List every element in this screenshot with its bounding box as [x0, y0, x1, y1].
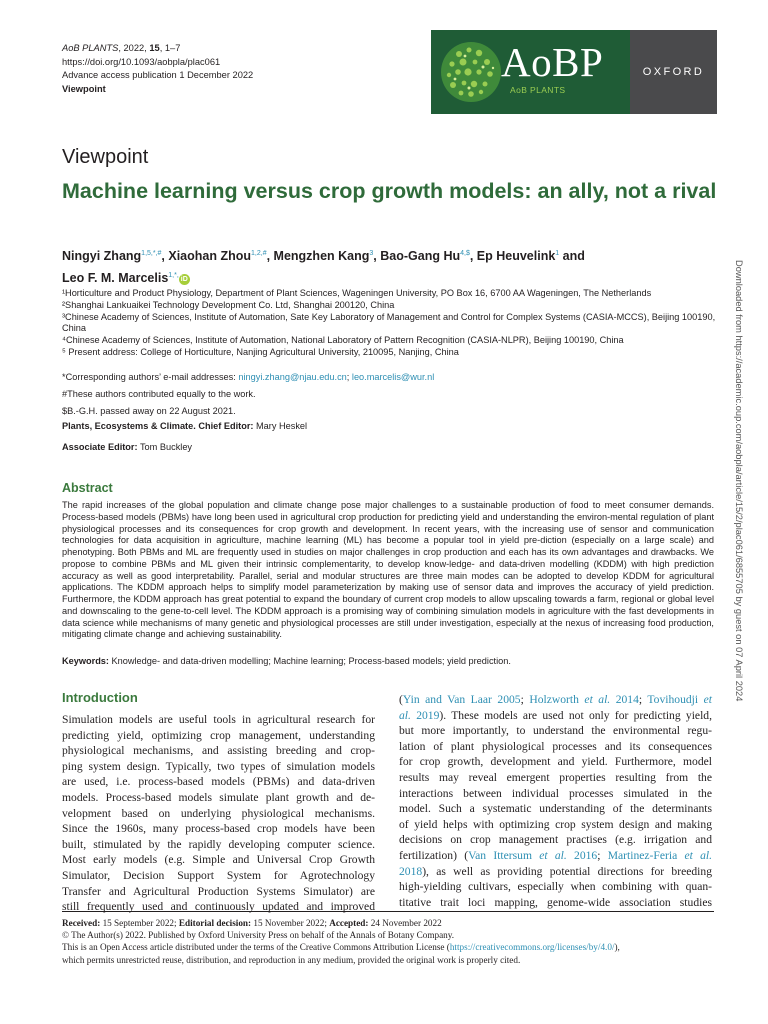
body-line: still frequently used and continuously updated and improved [62, 900, 375, 914]
chief-editor: Plants, Ecosystems & Climate. Chief Editor: Mary Heskel [62, 421, 308, 431]
author-affil-sup[interactable]: 1,5,*,# [141, 250, 162, 257]
footer-divider [62, 911, 714, 912]
advance-access: Advance access publication 1 December 2022 [62, 70, 254, 80]
email-link[interactable]: ningyi.zhang@njau.edu.cn [238, 372, 347, 382]
affiliation: ⁴Chinese Academy of Sciences, Institute of Automation, National Laboratory of Pattern Recognition (CASIA-NLPR), Beijing 100190, China [62, 335, 624, 346]
doi-link[interactable]: https://doi.org/10.1093/aobpla/plac061 [62, 56, 221, 67]
journal-meta [62, 42, 362, 96]
body-line: Simulator, Decision Support System for Agrotechnology [62, 868, 375, 882]
author-name[interactable]: Ningyi Zhang [62, 249, 142, 264]
body-line: Most early models (e.g. Simple and Universal Crop Growth [62, 853, 375, 867]
article-title: Machine learning versus crop growth models: an ally, not a rival [62, 179, 717, 203]
author-affil-sup[interactable]: 3 [369, 250, 374, 257]
body-line: results may reveal emergent properties resulting from the [399, 770, 712, 784]
license-line: This is an Open Access article distributed under the terms of the Creative Commons Attribution License (https://creativecommons.org/licenses/by/4.0/), [62, 942, 620, 953]
author-affil-sup[interactable]: 1,2,# [251, 250, 267, 257]
body-line: are used, i.e. process-based models (PBMs) and data-driven [62, 775, 375, 789]
affiliations [62, 288, 722, 359]
body-line: physiological mechanisms, and assisting breeding and crop- [62, 744, 375, 758]
associate-editor: Associate Editor: Tom Buckley [62, 441, 193, 452]
citation-link[interactable]: Holzworth et al. 2014 [529, 693, 639, 706]
dates-line: Received: 15 September 2022; Editorial decision: 15 November 2022; Accepted: 24 November 2022 [62, 918, 442, 928]
download-note: Downloaded from https://academic.oup.com/aobpla/article/15/2/plac061/6855705 by guest on 07 April 2024 [734, 260, 744, 702]
section-label: Viewpoint [62, 83, 106, 94]
oxford-logo[interactable]: OXFORD [630, 30, 717, 114]
license-line-2: which permits unrestricted reuse, distribution, and reproduction in any medium, provided the original work is properly cited. [62, 954, 521, 965]
citation-link[interactable]: Tovihoudji et [647, 693, 712, 706]
body-line: models. Process-based models simulate plant growth and de- [62, 790, 375, 804]
body-line: model. Such a systematic understanding of the determinants [399, 802, 712, 816]
body-line: al. 2019). These models are used not only for predicting yield, [399, 708, 712, 722]
orcid-icon[interactable]: iD [180, 276, 188, 284]
citation-link[interactable]: al. 2019 [399, 708, 440, 722]
citation-link[interactable]: Yin and Van Laar 2005 [402, 693, 521, 706]
body-line: velopment based on underlying physiological mechanisms. [62, 806, 375, 820]
body-line: Transfer and Agricultural Production Systems Simulator) are [62, 884, 375, 898]
body-line: Since the 1960s, many process-based crop models have been [62, 822, 375, 836]
author-affil-sup[interactable]: 1 [555, 250, 560, 257]
article-type: Viewpoint [62, 146, 149, 168]
corresponding-note: *Corresponding authors’ e-mail addresses: ningyi.zhang@njau.edu.cn; leo.marcelis@wur.nl [62, 372, 435, 382]
body-line: fertilization) (Van Ittersum et al. 2016; Martinez-Feria et al. [399, 848, 713, 862]
deceased-note: $B.-G.H. passed away on 22 August 2021. [62, 405, 236, 416]
footer [62, 917, 722, 966]
aobp-logo[interactable] [431, 30, 630, 114]
affiliation: ⁵ Present address: College of Horticulture, Nanjing Agricultural University, 210095, Nanjing, China [62, 346, 459, 357]
keywords: Keywords: Knowledge- and data-driven modelling; Machine learning; Process-based models; yield prediction. [62, 656, 511, 666]
body-line: built, stimulated by the rapidly developing computer science. [62, 837, 375, 851]
editors [62, 421, 722, 463]
citation-line: AoB PLANTS, 2022, 15, 1–7 [62, 43, 181, 53]
aobp-wordmark: AoBP [501, 39, 604, 85]
citation-link[interactable]: 2018 [399, 864, 423, 878]
author-notes [62, 372, 722, 422]
body-line: ping system design. Typically, two types of simulation models [62, 759, 375, 773]
introduction-heading: Introduction [62, 690, 138, 705]
copyright-line: © The Author(s) 2022. Published by Oxford University Press on behalf of the Annals of Botany Company. [62, 930, 455, 941]
body-line: lation of plant physiological processes and its consequences [399, 739, 712, 753]
author-affil-sup[interactable]: 4,$ [460, 250, 470, 257]
equal-contribution-note: #These authors contributed equally to the work. [62, 388, 256, 399]
body-line: but more importantly, to understand the environmental regu- [399, 724, 712, 738]
aob-plants-wordmark: AoB PLANTS [510, 85, 566, 95]
body-column-left [62, 712, 375, 915]
author-name[interactable]: Xiaohan Zhou [168, 249, 252, 264]
author-name[interactable]: Bao-Gang Hu [380, 249, 461, 264]
body-line: predicting yield, optimizing crop management, understanding [62, 728, 375, 742]
body-line: decisions on crop management practises (e.g. irrigation and [399, 833, 712, 847]
body-line: titative trait loci mapping, genome-wide association studies [399, 895, 712, 909]
author-affil-sup[interactable]: 1,*, [168, 272, 179, 280]
body-line: for crop growth, development and yield. Furthermore, model [399, 755, 712, 769]
author-list: Ningyi Zhang$^{1,5,*,\#}$, Xiaohan Zhou$^{1,2,\#}$, Mengzhen Kang$^3$, Bao-Gang $Hu^{4,\$}$, Ep Heuvelink$^1$ and Leo F. M. Marcelis$^{1,*,}$iD [62, 249, 585, 286]
affiliation: ²Shanghai Lankuaikei Technology Development Co. Ltd, Shanghai 200120, China [62, 299, 395, 310]
citation-link[interactable]: Van Ittersum et al. 2016 [468, 848, 598, 862]
body-line: high-yielding cultivars, especially when combining with quan- [399, 880, 712, 894]
author-name[interactable]: Leo F. M. Marcelis [62, 271, 169, 286]
body-line: 2018), as well as providing potential directions for breeding [399, 864, 712, 878]
affiliation: ¹Horticulture and Product Physiology, Department of Plant Sciences, Wageningen University, PO Box 16, 6700 AA Wageningen, The Netherlands [62, 288, 652, 298]
abstract-body: The rapid increases of the global population and climate change pose major challenges to a sustainable production of food to meet consumer demands. Process-based models (PBMs) have long been used in agricultural crop production for predicting yield and understanding the environ-mental regulation of plant physiological processes and its consequences for crop growth and development. In recent years, with the increasing use of sensor and communication technologies for data acquisition in agriculture, machine learning (ML) has become a popular tool in yield pre-diction (especially on a large scale) and phenotyping. Both PBMs and ML are frequently used in studies on major challenges in crop production and each has its own advantages and drawbacks. We propose to combine PBMs and ML given their intrinsic complementarity, to develop know-ledge- and data-driven modelling (KDDM) with high prediction accuracy as well as good interpretability. Parallel, serial and modular structures are three main modes can be adopted to develop KDDM for agricultural applications. The KDDM approach helps to simplify model parameterization by making use of sensor data and improves the accuracy of yield prediction. Furthermore, the KDDM approach has great potential to expand the boundary of current crop models to allow upscaling towards a farm, regional or global level and downscaling to the gene-to-cell level. The KDDM approach is a promising way of combining simulation models in agriculture with the fast developments in data science while mechanisms of many genetic and physiological processes are still under investigation, especially at the nexus of increasing food production, mitigating climate change and achieving sustainability. [62, 500, 714, 640]
abstract-heading: Abstract [62, 481, 113, 495]
body-column-right [399, 692, 712, 910]
citation-link[interactable]: Martinez-Feria et al. [607, 848, 713, 862]
body-line: of yield helps with optimizing crop system design and making [399, 817, 712, 831]
leaf-circle-icon [439, 40, 503, 104]
body-line: (Yin and Van Laar 2005; Holzworth et al. 2014; Tovihoudji et [399, 693, 712, 706]
email-link[interactable]: leo.marcelis@wur.nl [351, 372, 435, 382]
body-line: interactions between individual processes simulated in the [399, 786, 712, 800]
affiliation: ³Chinese Academy of Sciences, Institute of Automation, Sate Key Laboratory of Management and Control for Complex Systems (CASIA-MCCS), Beijing 100190, China [62, 311, 716, 334]
body-line: Simulation models are useful tools in agricultural research for [62, 713, 375, 726]
license-link[interactable]: https://creativecommons.org/licenses/by/4.0/ [449, 942, 615, 953]
author-name[interactable]: Mengzhen Kang [273, 249, 370, 264]
author-name[interactable]: Ep Heuvelink [476, 249, 556, 264]
download-sidebar [734, 260, 754, 780]
